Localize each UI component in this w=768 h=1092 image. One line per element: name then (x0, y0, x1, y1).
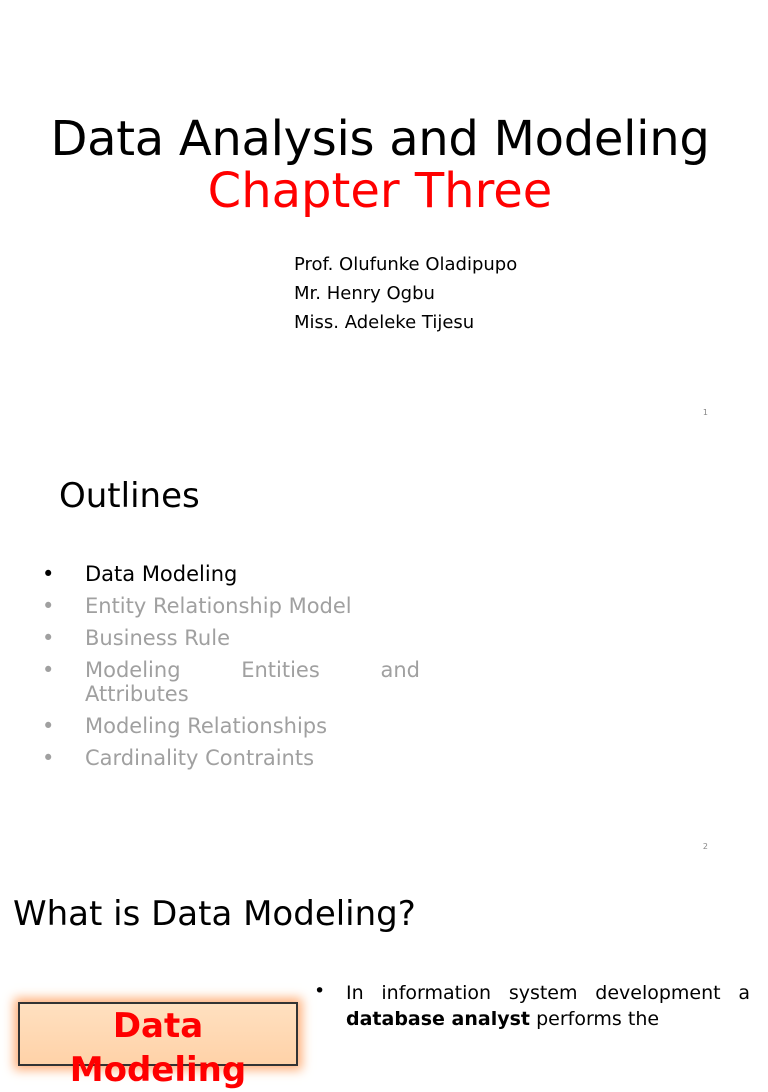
chapter-subtitle: Chapter Three (207, 163, 553, 219)
data-modeling-callout: Data Modeling (18, 1002, 298, 1066)
author-name: Mr. Henry Ogbu (294, 283, 435, 304)
outline-item-entity-relationship-model: • Entity Relationship Model (42, 594, 352, 618)
bullet-icon: • (314, 980, 326, 1002)
outlines-heading: Outlines (59, 476, 200, 516)
page-number: 2 (702, 842, 708, 851)
emphasis-text: database analyst (346, 1008, 531, 1030)
outline-item-modeling-entities: • Modeling Entities and Attributes (42, 658, 420, 706)
bullet-icon: • (42, 594, 55, 618)
author-list (294, 250, 517, 337)
description-text: In information system development a database analyst performs the (346, 982, 750, 1030)
bullet-icon: • (42, 658, 55, 682)
outline-item-cardinality-constraints: • Cardinality Contraints (42, 746, 315, 770)
bullet-icon: • (42, 746, 55, 770)
bullet-icon: • (42, 562, 55, 586)
outline-item-business-rule: • Business Rule (42, 626, 230, 650)
author-name: Prof. Olufunke Oladipupo (294, 254, 518, 275)
presentation-title: Data Analysis and Modeling (50, 111, 710, 167)
bullet-icon: • (42, 626, 55, 650)
outline-list (40, 562, 420, 778)
outline-item-data-modeling: • Data Modeling (42, 562, 238, 586)
slide-what-is-data-modeling (0, 864, 768, 1090)
description-bullet (314, 980, 750, 1032)
slide-outlines (0, 432, 768, 864)
slide-title (0, 0, 768, 432)
page-number: 1 (702, 408, 708, 417)
bullet-icon: • (42, 714, 55, 738)
author-name: Miss. Adeleke Tijesu (294, 312, 475, 333)
outline-item-modeling-relationships: • Modeling Relationships (42, 714, 328, 738)
slide-heading: What is Data Modeling? (13, 894, 416, 934)
